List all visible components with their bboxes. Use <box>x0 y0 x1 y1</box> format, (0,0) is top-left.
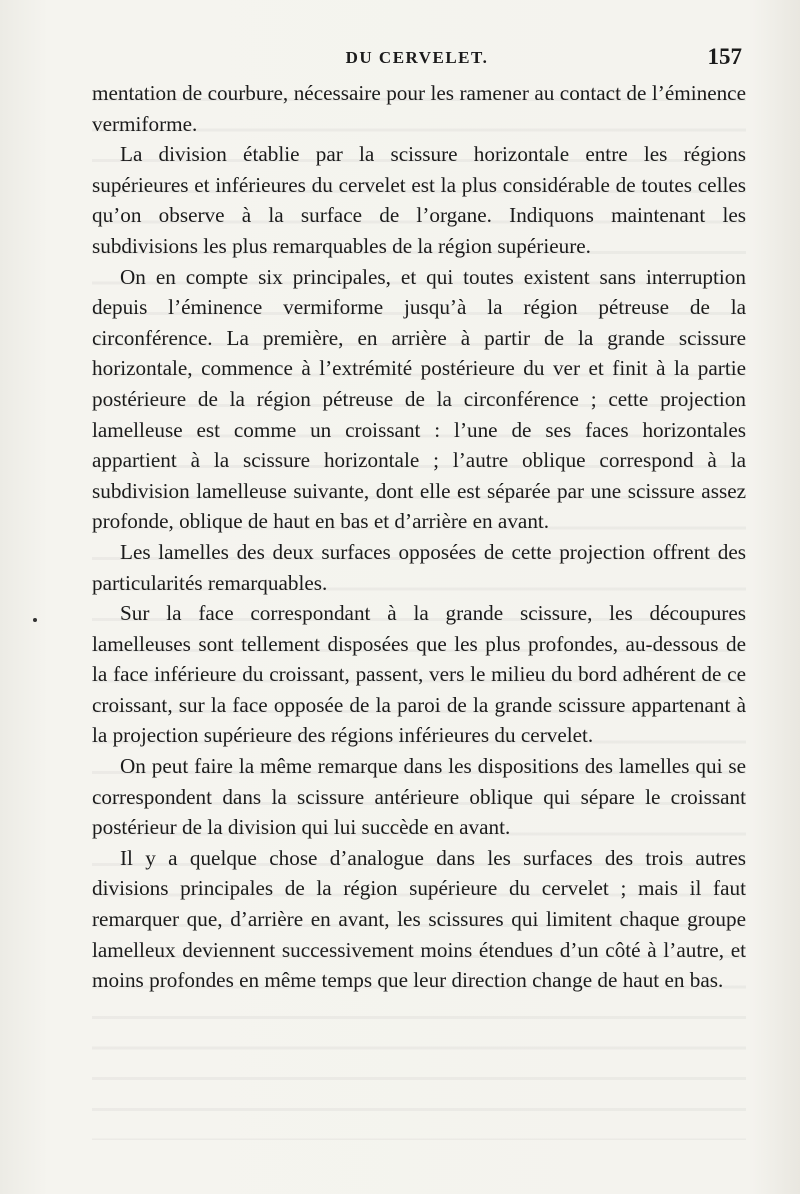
paragraph: On en compte six principales, et qui toutes existent sans interruption depuis l’éminence vermiforme jusqu’à la région pétreuse de la circonférence. La première, en arrière à partir de la grande scissure horizontale, commence à l’extrémité postérieure du ver et finit à la partie postérieure de la région pétreuse de la circonférence ; cette projection lamelleuse est comme un croissant : l’une de ses faces horizontales appartient à la scissure horizontale ; l’autre oblique correspond à la subdivision lamelleuse suivante, dont elle est séparée par une scissure assez profonde, oblique de haut en bas et d’arrière en avant. <box>92 264 746 534</box>
page-number: 157 <box>707 44 742 69</box>
paragraph: Sur la face correspondant à la grande scissure, les découpures lamelleuses sont tellement disposées que les plus profondes, au-dessous de la face inférieure du croissant, passent, vers le milieu du bord adhérent de ce croissant, sur la face opposée de la paroi de la grande scissure appartenant à la projection supérieure des régions inférieures du cervelet. <box>92 601 746 748</box>
paragraph: Il y a quelque chose d’analogue dans les surfaces des trois autres divisions principales de la région supérieure du cervelet ; mais il faut remarquer que, d’arrière en avant, les scissures qui limitent chaque groupe lamelleux deviennent successivement moins étendues d’un côté à l’autre, et moins profondes en même temps que leur direction change de haut en bas. <box>92 845 746 993</box>
paragraph: La division établie par la scissure horizontale entre les régions supérieures et inférieures du cervelet est la plus considérable de toutes celles qu’on observe à la surface de l’organe. Indiquons maintenant les subdivisions les plus remarquables de la région supérieure. <box>92 142 746 258</box>
paragraph-continuation: mentation de courbure, nécessaire pour les ramener au contact de l’éminence vermiforme. <box>92 81 746 136</box>
page-header <box>92 44 742 74</box>
paragraph: Les lamelles des deux surfaces opposées de cette projection offrent des particularités remarquables. <box>92 539 746 595</box>
body-text <box>92 78 746 996</box>
margin-mark <box>33 618 37 622</box>
running-title: DU CERVELET. <box>345 48 489 67</box>
paragraph: On peut faire la même remarque dans les dispositions des lamelles qui se correspondent dans la scissure antérieure oblique qui sépare le croissant postérieur de la division qui lui succède en avant. <box>92 754 746 840</box>
